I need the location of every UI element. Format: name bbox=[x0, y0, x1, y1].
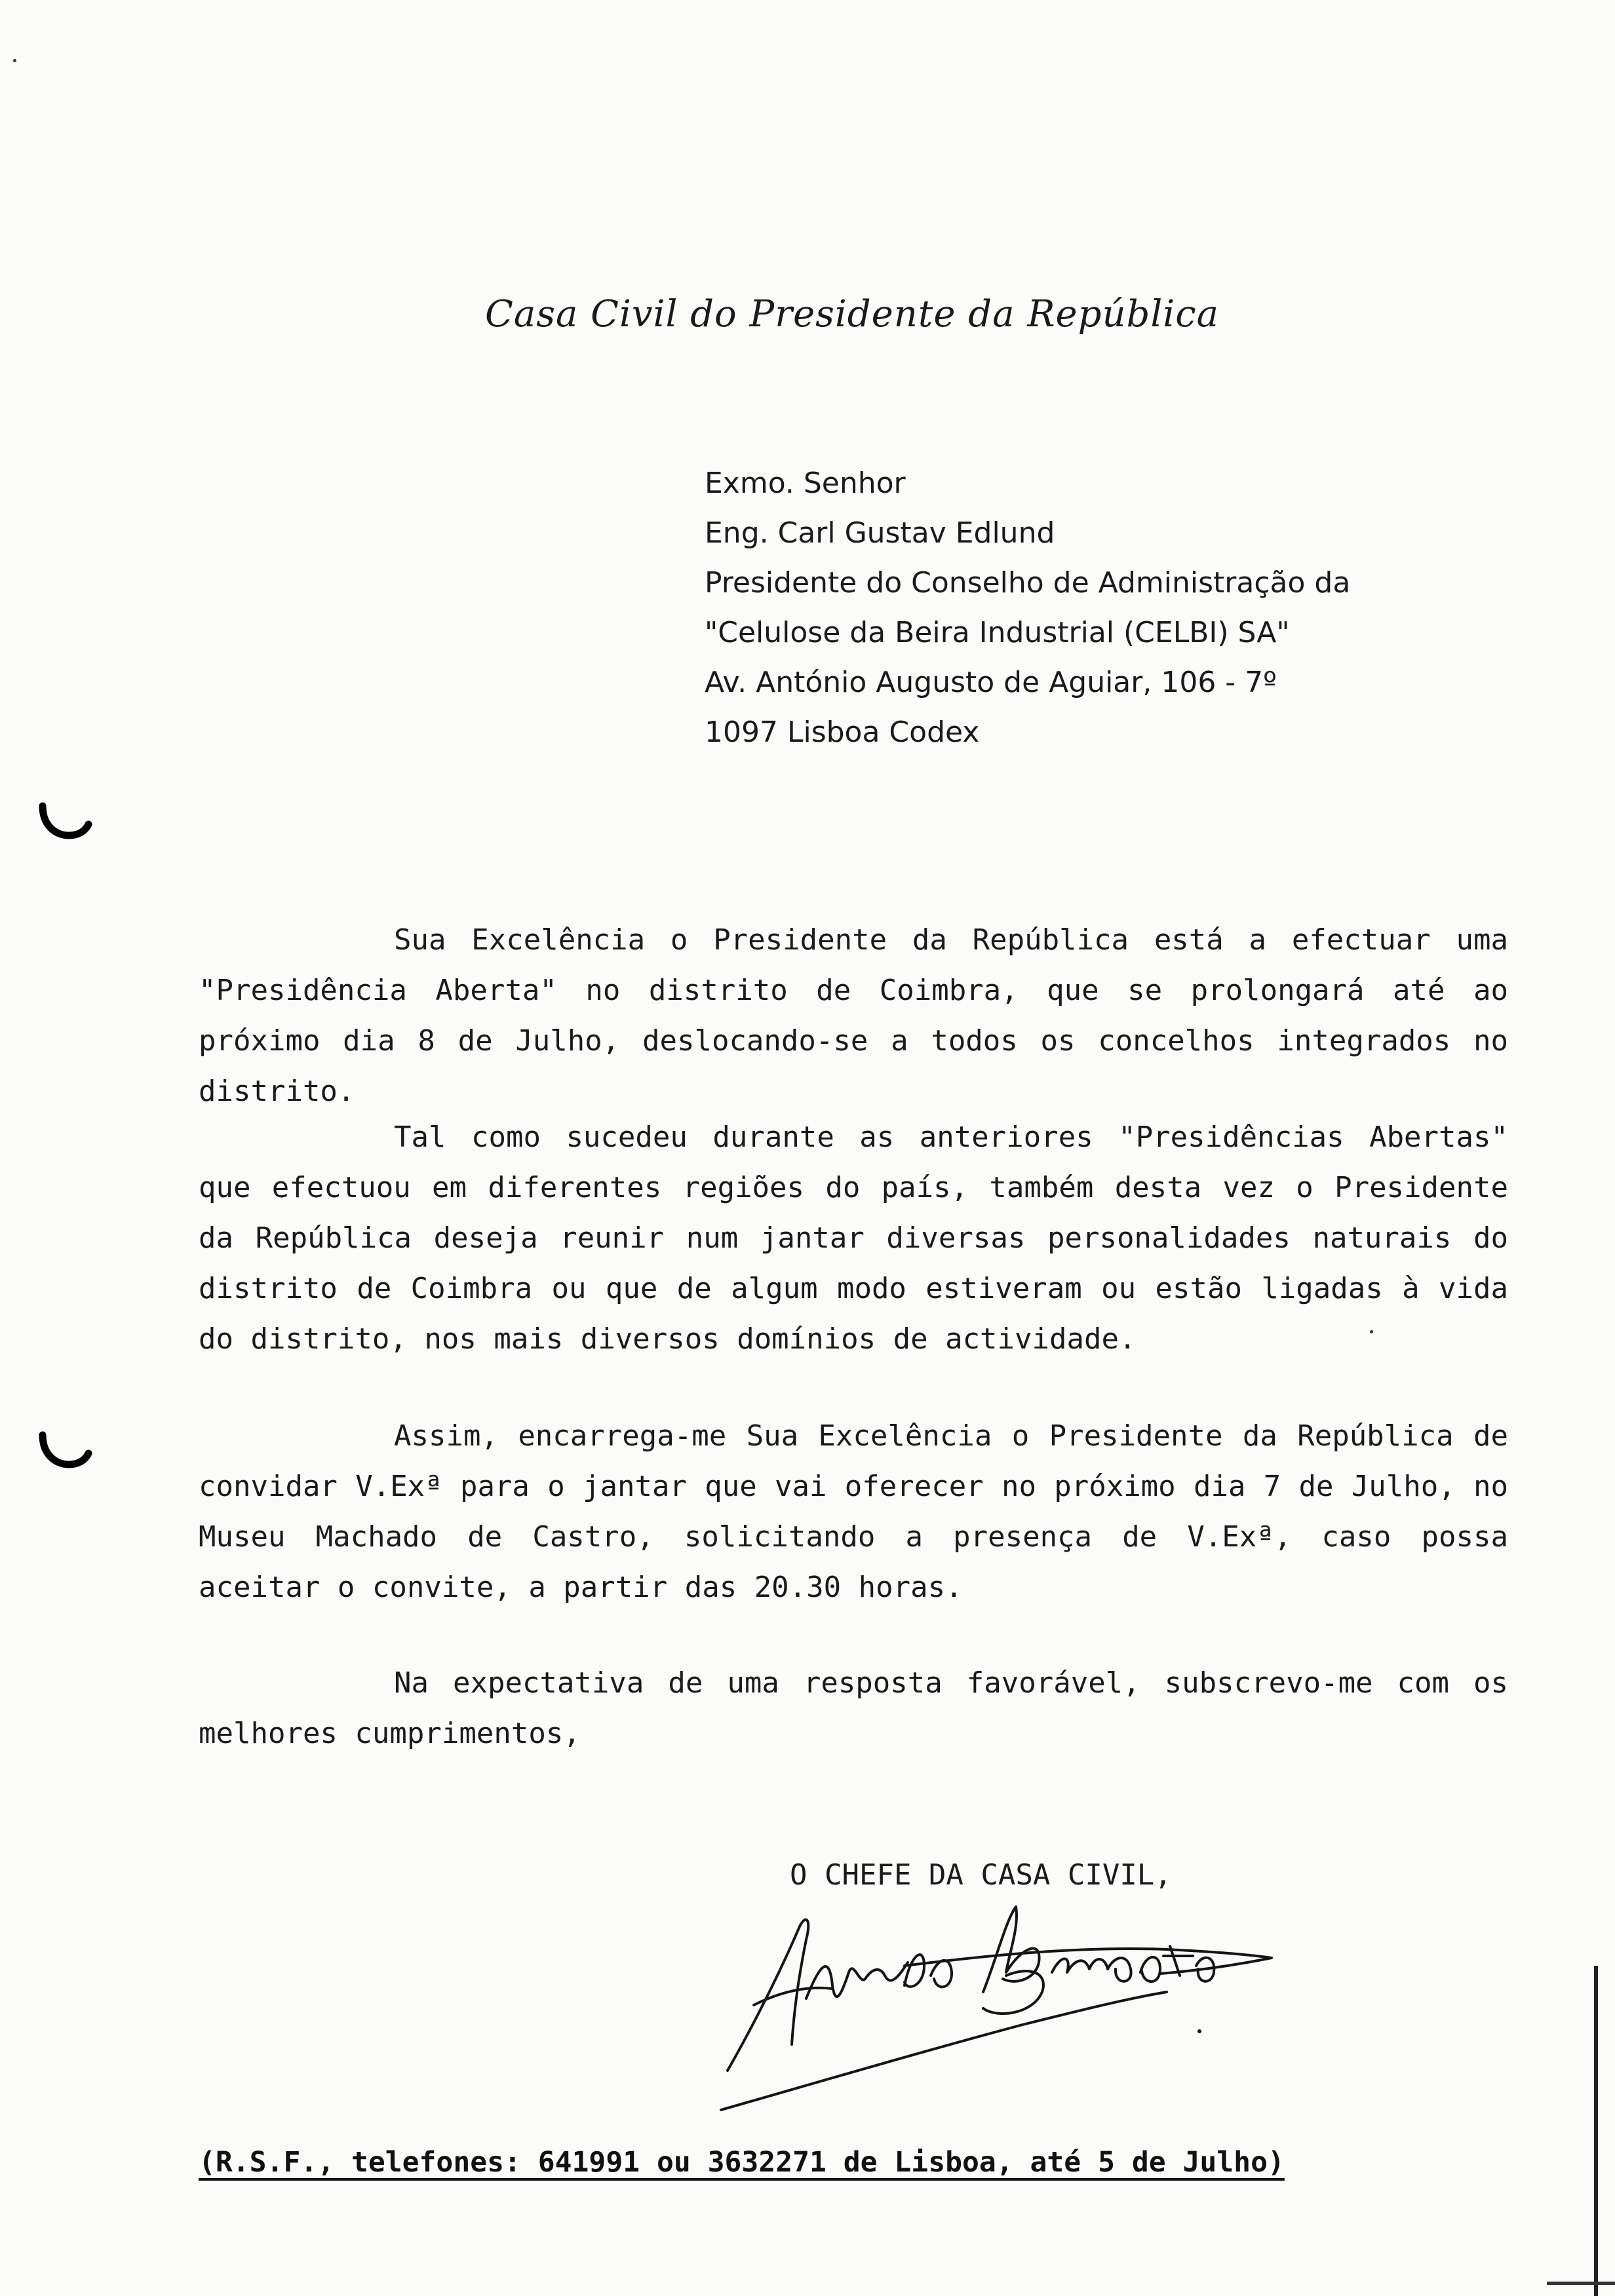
letterhead: Casa Civil do Presidente da República bbox=[485, 293, 1219, 335]
body-paragraph-4: Na expectativa de uma resposta favorável, subscrevo-me com os melhores cumprimentos, bbox=[199, 1666, 1508, 1750]
signatory-title: O CHEFE DA CASA CIVIL, bbox=[790, 1858, 1172, 1892]
addressee-city: 1097 Lisboa Codex bbox=[705, 716, 980, 749]
addressee-salutation: Exmo. Senhor bbox=[705, 467, 906, 500]
body-paragraph-3: Assim, encarrega-me Sua Excelência o Presidente da República de convidar V.Exª para o jantar que vai oferecer no próximo dia 7 de Julho, no Museu Machado de Castro, solicitando a presença de V.Exª, caso possa aceitar o convite, a partir das 20.30 horas. bbox=[199, 1419, 1508, 1604]
addressee-block bbox=[705, 459, 1350, 757]
scan-edge-line bbox=[1594, 1966, 1598, 2296]
body-paragraph-2: Tal como sucedeu durante as anteriores "Presidências Abertas" que efectuou em diferentes regiões do país, também desta vez o Presidente da República deseja reunir num jantar diversas personalidades naturais do distrito de Coimbra ou que de algum modo estiveram ou estão ligadas à vida do distrito, nos mais diversos domínios de actividade. bbox=[199, 1120, 1508, 1356]
addressee-company: "Celulose da Beira Industrial (CELBI) SA" bbox=[705, 616, 1290, 649]
footer-note: (R.S.F., telefones: 641991 ou 3632271 de Lisboa, até 5 de Julho) bbox=[199, 2146, 1285, 2179]
binder-hole-mark bbox=[36, 1428, 95, 1474]
handwritten-signature bbox=[708, 1894, 1285, 2130]
scan-edge-line bbox=[1547, 2282, 1615, 2285]
scan-speck bbox=[13, 59, 16, 62]
binder-hole-mark bbox=[36, 799, 95, 845]
addressee-name: Eng. Carl Gustav Edlund bbox=[705, 516, 1055, 550]
scan-speck bbox=[1370, 1330, 1373, 1333]
addressee-street: Av. António Augusto de Aguiar, 106 - 7º bbox=[705, 666, 1277, 699]
addressee-position: Presidente do Conselho de Administração da bbox=[705, 566, 1351, 600]
body-paragraph-1: Sua Excelência o Presidente da República está a efectuar uma "Presidência Aberta" no distrito de Coimbra, que se prolongará até ao próximo dia 8 de Julho, deslocando-se a todos os concelhos integrados no distrito. bbox=[199, 923, 1508, 1108]
